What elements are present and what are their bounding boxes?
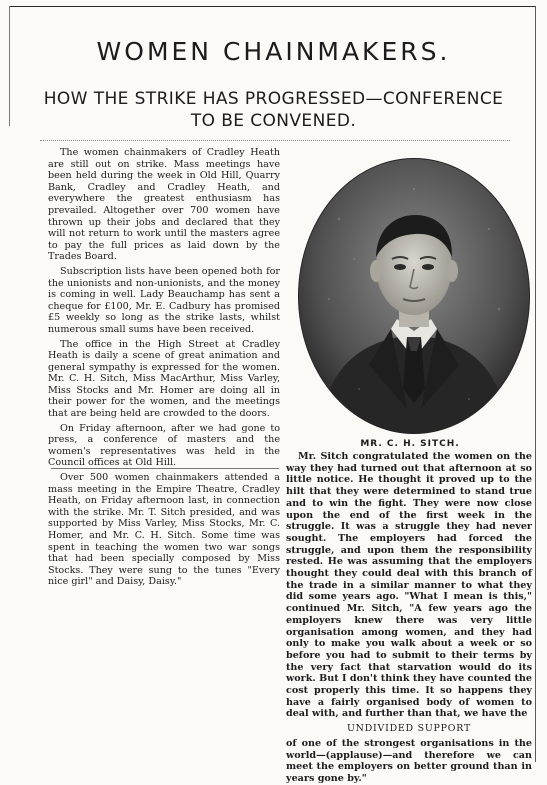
left-paragraph-2: Subscription lists have been opened both for the unionists and non-unionists, and the money is coming in well. Lady Beauchamp has sent a cheque for £100, Mr. E. Cadbury has promised £5 weekly so long as the strike lasts, whilst numerous small sums have been received. xyxy=(48,265,280,335)
left-paragraph-1: The women chainmakers of Cradley Heath are still out on strike. Mass meetings have been held during the week in Old Hill, Quarry Bank, Cradley and Cradley Heath, and everywhere the greatest enthusiasm has prevailed. Altogether over 700 women have thrown up their jobs and declared that they will not return to work until the masters agree to pay the full prices as laid down by the Trades Board. xyxy=(48,147,280,263)
right-column xyxy=(286,451,532,785)
portrait-caption: MR. C. H. SITCH. xyxy=(360,439,460,449)
left-border-rule xyxy=(9,6,10,126)
left-column xyxy=(48,147,280,591)
oval-portrait-frame xyxy=(298,158,530,434)
left-paragraph-3: The office in the High Street at Cradley Heath is daily a scene of great animation and general sympathy is expressed for the women. Mr. C. H. Sitch, Miss MacArthur, Miss Varley, Miss Stocks and Mr. Homer are doing all in their power for the women, and the meetings that are being held are crowded to the doors. xyxy=(48,338,280,420)
left-paragraph-4: On Friday afternoon, after we had gone to press, a conference of masters and the women's representatives was held in the Council offices at Old Hill. xyxy=(48,422,280,469)
top-border-rule xyxy=(10,6,535,7)
right-paragraph-1: Mr. Sitch congratulated the women on the way they had turned out that afternoon at so little notice. He thought it proved up to the hilt that they were determined to stand true and to win the fight. They were now close upon the end of the first week in the struggle. It was a struggle they had never sought. The employers had forced the struggle, and upon them the responsibility rested. He was assuming that the employers thought they could deal with this branch of the trade in a similar manner to what they did some years ago. "What I mean is this," continued Mr. Sitch, "A few years ago the employers knew there was very little organisation among women, and they had only to make you walk about a week or so before you had to submit to their terms by the very fact that starvation would do its work. But I don't think they have counted the cost properly this time. It so happens they have a fairly organised body of women to deal with, and further than that, we have the xyxy=(286,451,532,720)
headline-divider xyxy=(40,140,510,141)
right-continuation: of one of the strongest organisations in the world—(applause)—and therefore we can meet the employers on better ground than in years gone by." xyxy=(286,737,532,784)
portrait-photo xyxy=(298,158,530,436)
article-headline: WOMEN CHAINMAKERS. xyxy=(96,37,451,66)
portrait-illustration xyxy=(299,159,529,433)
article-subheadline: HOW THE STRIKE HAS PROGRESSED—CONFERENCE TO BE CONVENED. xyxy=(43,89,504,131)
right-border-rule xyxy=(535,6,536,762)
right-subheading: UNDIVIDED SUPPORT xyxy=(346,723,472,735)
column-section-rule xyxy=(51,468,279,469)
left-paragraph-5: Over 500 women chainmakers attended a mass meeting in the Empire Theatre, Cradley Heath, on Friday afternoon last, in connection with the strike. Mr. T. Sitch presided, and was supported by Miss Varley, Miss Stocks, Mr. C. Homer, and Mr. C. H. Sitch. Some time was spent in teaching the women two war songs that had been specially composed by Miss Stocks. They were sung to the tunes "Every nice girl" and Daisy, Daisy." xyxy=(48,472,280,588)
